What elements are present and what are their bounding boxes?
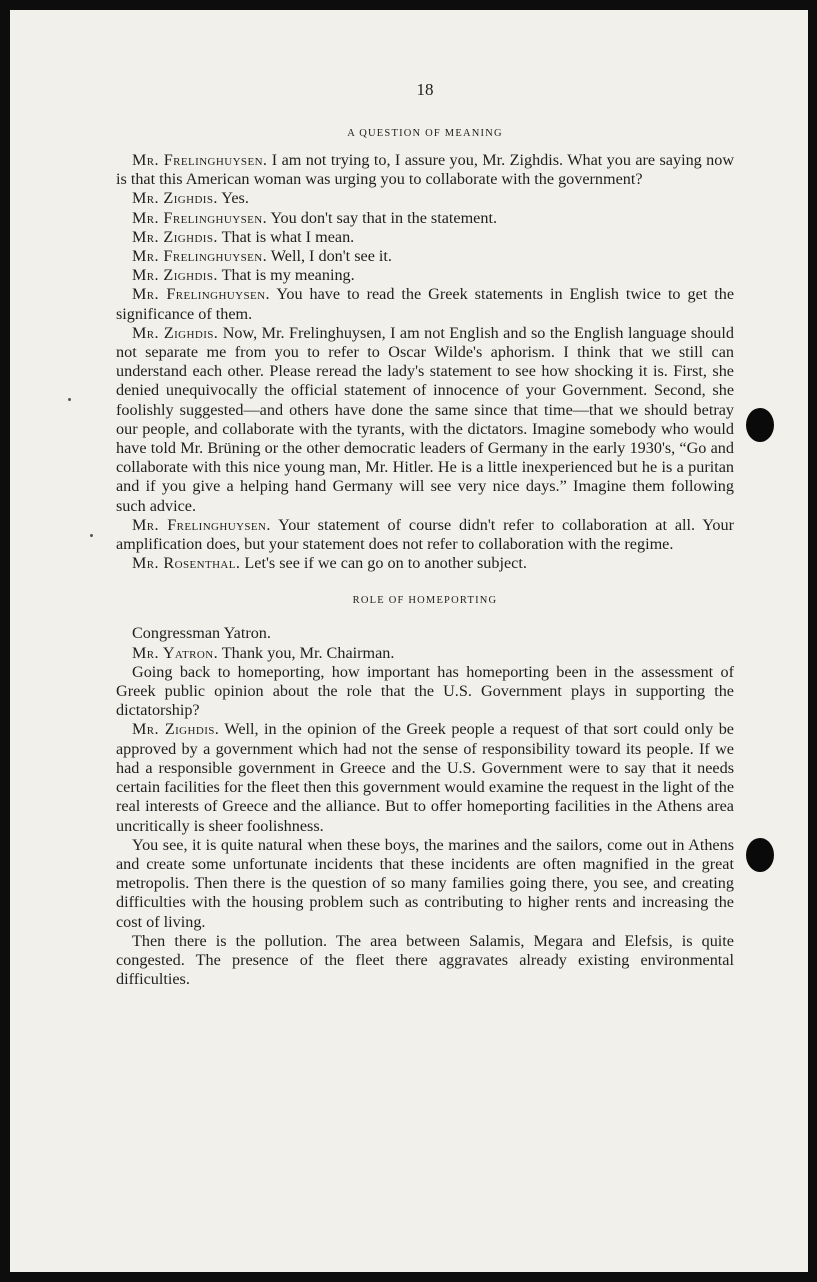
paragraph bbox=[116, 932, 734, 990]
document-page bbox=[10, 10, 808, 1272]
paragraph-text: Congressman Yatron. bbox=[132, 624, 271, 643]
paragraph bbox=[116, 516, 734, 554]
paragraph bbox=[116, 228, 734, 247]
paragraph bbox=[116, 209, 734, 228]
paragraph-text: Your statement of course didn't refer to collaboration at all. Your amplification does, but your statement does not refer to collaboration with the regime. bbox=[116, 515, 734, 554]
paragraph-text: Going back to homeporting, how important has homeporting been in the assessment of Greek public opinion about the role that the U.S. Government plays in supporting the dictatorship? bbox=[116, 662, 734, 720]
margin-mark bbox=[90, 534, 93, 537]
speaker-name: Mr. Frelinghuysen. bbox=[132, 151, 268, 169]
speaker-name: Mr. Zighdis. bbox=[132, 189, 218, 208]
paragraph-text: Thank you, Mr. Chairman. bbox=[221, 643, 395, 662]
speaker-name: Mr. Frelinghuysen. bbox=[132, 247, 268, 266]
paragraph-text: Now, Mr. Frelinghuysen, I am not English and so the English language should not separate me from you to refer to Oscar Wilde's aphorism. I think that we still can understand each other. Please reread the lady's statement to see how shocking it is. First, she denied unequivocally the official statement of innocence of your Government. Second, she foolishly suggested—and others have done the same since that time—that we should betray our people, and collaborate with the tyrants, with the dictators. Imagine somebody who would have told Mr. Brüning or the other democratic leaders of Germany in the early 1930's, “Go and collaborate with this nice young man, Mr. Hitler. He is a little inexperienced but he is a puritan and if you give a helping hand Germany will see very nice days.” Imagine them following such advice. bbox=[116, 323, 734, 515]
paragraph-text: Well, in the opinion of the Greek people a request of that sort could only be approved by a government which had not the sense of responsibility toward its people. If we had a responsible government in Greece and the U.S. Government were to say that it needs certain facilities for the fleet then this government would examine the request in the light of the real interests of Greece and the alliance. But to offer homeporting facilities in the Athens area uncritically is sheer foolishness. bbox=[116, 720, 734, 835]
paragraph bbox=[116, 554, 734, 573]
section-meaning bbox=[116, 151, 734, 573]
speaker-name: Mr. Zighdis. bbox=[132, 227, 218, 246]
speaker-name: Mr. Frelinghuysen. bbox=[132, 285, 270, 304]
paragraph-text: You have to read the Greek statements in English twice to get the significance of them. bbox=[116, 285, 735, 323]
speaker-name: Mr. Zighdis. bbox=[132, 720, 220, 739]
paragraph bbox=[116, 285, 734, 323]
speaker-name: Mr. Zighdis. bbox=[132, 266, 218, 285]
paragraph bbox=[116, 189, 734, 208]
paragraph-text: Well, I don't see it. bbox=[270, 247, 392, 266]
paragraph bbox=[116, 720, 734, 835]
paragraph bbox=[116, 247, 734, 266]
paragraph-text: Then there is the pollution. The area between Salamis, Megara and Elefsis, is quite congested. The presence of the fleet there aggravates already existing environmental difficulties. bbox=[116, 931, 734, 989]
paragraph-text: That is what I mean. bbox=[221, 227, 355, 246]
paragraph bbox=[116, 266, 734, 285]
paragraph-text: You don't say that in the statement. bbox=[270, 208, 497, 227]
speaker-name: Mr. Zighdis. bbox=[132, 323, 219, 342]
punch-hole-bottom bbox=[746, 838, 774, 872]
speaker-name: Mr. Rosenthal. bbox=[132, 554, 241, 573]
page-number: 18 bbox=[416, 80, 434, 99]
paragraph bbox=[116, 624, 734, 643]
speaker-name: Mr. Frelinghuysen. bbox=[132, 208, 268, 227]
paragraph-text: That is my meaning. bbox=[221, 266, 355, 285]
paragraph bbox=[116, 836, 734, 932]
page-content bbox=[116, 80, 734, 989]
speaker-name: Mr. Frelinghuysen. bbox=[132, 515, 271, 534]
paragraph bbox=[116, 663, 734, 721]
margin-mark bbox=[68, 398, 71, 401]
speaker-name: Mr. Yatron. bbox=[132, 643, 219, 662]
paragraph bbox=[116, 644, 734, 663]
paragraph-text: You see, it is quite natural when these boys, the marines and the sailors, come out in Athens and create some unfortunate incidents that these incidents are often magnified in the great metropolis. Then there is the question of so many families going there, you see, and creating difficulties with the housing problem such as contributing to higher rents and increasing the cost of living. bbox=[116, 835, 734, 931]
paragraph-text: Let's see if we can go on to another subject. bbox=[244, 554, 527, 573]
paragraph bbox=[116, 151, 734, 189]
section-heading-homeporting: ROLE OF HOMEPORTING bbox=[352, 595, 498, 607]
paragraph-text: Yes. bbox=[221, 189, 249, 208]
paragraph-text: I am not trying to, I assure you, Mr. Zighdis. What you are saying now is that this American woman was urging you to collaborate with the government? bbox=[116, 151, 735, 189]
section-homeporting bbox=[116, 624, 734, 989]
paragraph bbox=[116, 324, 734, 516]
punch-hole-top bbox=[746, 408, 774, 442]
section-heading-meaning: A QUESTION OF MEANING bbox=[347, 128, 503, 139]
